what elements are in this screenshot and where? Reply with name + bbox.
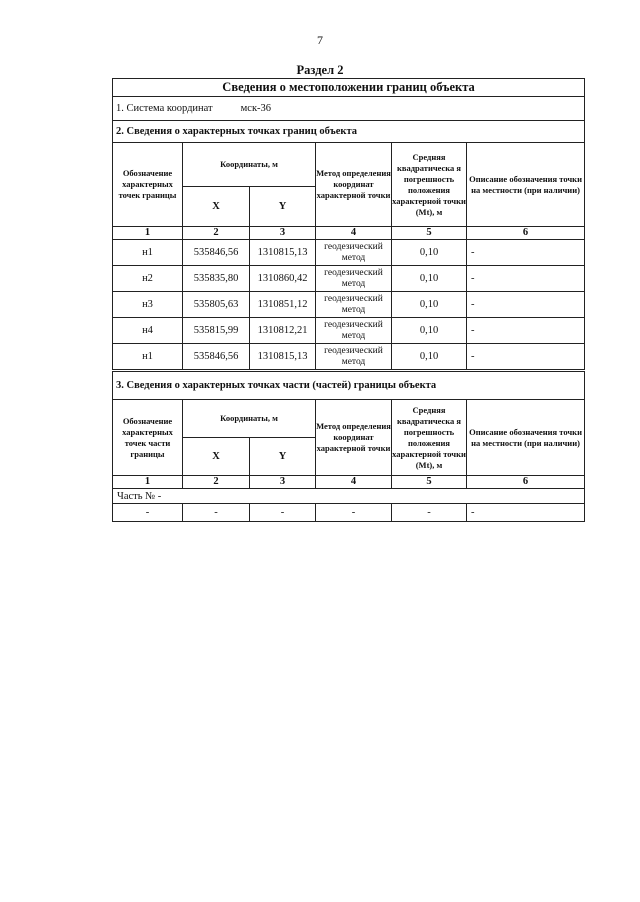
table-row [113,240,585,266]
empty-cell: - [183,504,250,522]
header-coords: Координаты, м [183,400,316,438]
header-x: X [183,187,250,227]
col-number: 3 [250,476,316,489]
empty-cell: - [392,504,467,522]
table-banner: Сведения о местоположении границ объекта [113,79,585,97]
point-description: - [467,344,585,370]
col-number: 3 [250,227,316,240]
col-number: 6 [467,476,585,489]
point-id: н1 [113,344,183,370]
header-accuracy: Средняя квадратическа я погрешность положения характерной точки (Mt), м [392,143,467,227]
point-id: н4 [113,318,183,344]
header-accuracy: Средняя квадратическа я погрешность положения характерной точки (Mt), м [392,400,467,476]
section-title: Раздел 2 [296,63,344,77]
point-y: 1310815,13 [250,240,316,266]
boundary-points-table [112,78,585,370]
point-id: н3 [113,292,183,318]
col-number: 4 [316,227,392,240]
header-coords: Координаты, м [183,143,316,187]
col-number: 6 [467,227,585,240]
page-number: 7 [317,33,323,47]
col-number: 4 [316,476,392,489]
point-id: н1 [113,240,183,266]
point-description: - [467,240,585,266]
col-number: 1 [113,227,183,240]
point-x: 535815,99 [183,318,250,344]
point-y: 1310860,42 [250,266,316,292]
header-designation: Обозначение характерных точек части границы [113,400,183,476]
point-method: геодезический метод [316,240,392,266]
table-row [113,266,585,292]
point-x: 535805,63 [183,292,250,318]
header-designation: Обозначение характерных точек границы [113,143,183,227]
point-y: 1310812,21 [250,318,316,344]
col-number: 1 [113,476,183,489]
col-number: 5 [392,227,467,240]
table-row [113,344,585,370]
point-mt: 0,10 [392,292,467,318]
coord-system-value: мск-36 [240,103,272,114]
header-y: Y [250,438,316,476]
part-section-title: 3. Сведения о характерных точках части (частей) границы объекта [113,372,585,400]
point-description: - [467,266,585,292]
coord-system-label: 1. Система координат [116,103,213,114]
header-method: Метод определения координат характерной точки [316,400,392,476]
point-method: геодезический метод [316,292,392,318]
point-y: 1310851,12 [250,292,316,318]
header-x: X [183,438,250,476]
point-id: н2 [113,266,183,292]
empty-cell: - [316,504,392,522]
empty-cell: - [250,504,316,522]
point-mt: 0,10 [392,240,467,266]
point-x: 535835,80 [183,266,250,292]
point-x: 535846,56 [183,240,250,266]
col-number: 5 [392,476,467,489]
empty-cell: - [113,504,183,522]
point-method: геодезический метод [316,318,392,344]
header-description: Описание обозначения точки на местности (при наличии) [467,400,585,476]
point-x: 535846,56 [183,344,250,370]
point-description: - [467,292,585,318]
point-y: 1310815,13 [250,344,316,370]
empty-cell: - [467,504,585,522]
col-number: 2 [183,476,250,489]
point-mt: 0,10 [392,344,467,370]
point-mt: 0,10 [392,318,467,344]
table-row [113,292,585,318]
point-mt: 0,10 [392,266,467,292]
point-method: геодезический метод [316,344,392,370]
point-method: геодезический метод [316,266,392,292]
header-method: Метод определения координат характерной точки [316,143,392,227]
points-section-title: 2. Сведения о характерных точках границ объекта [113,121,585,143]
part-label: Часть № - [113,489,585,504]
header-y: Y [250,187,316,227]
header-description: Описание обозначения точки на местности (при наличии) [467,143,585,227]
coord-system-row [113,97,585,121]
col-number: 2 [183,227,250,240]
table-row [113,318,585,344]
part-boundary-points-table [112,371,585,522]
point-description: - [467,318,585,344]
table-row [113,504,585,522]
